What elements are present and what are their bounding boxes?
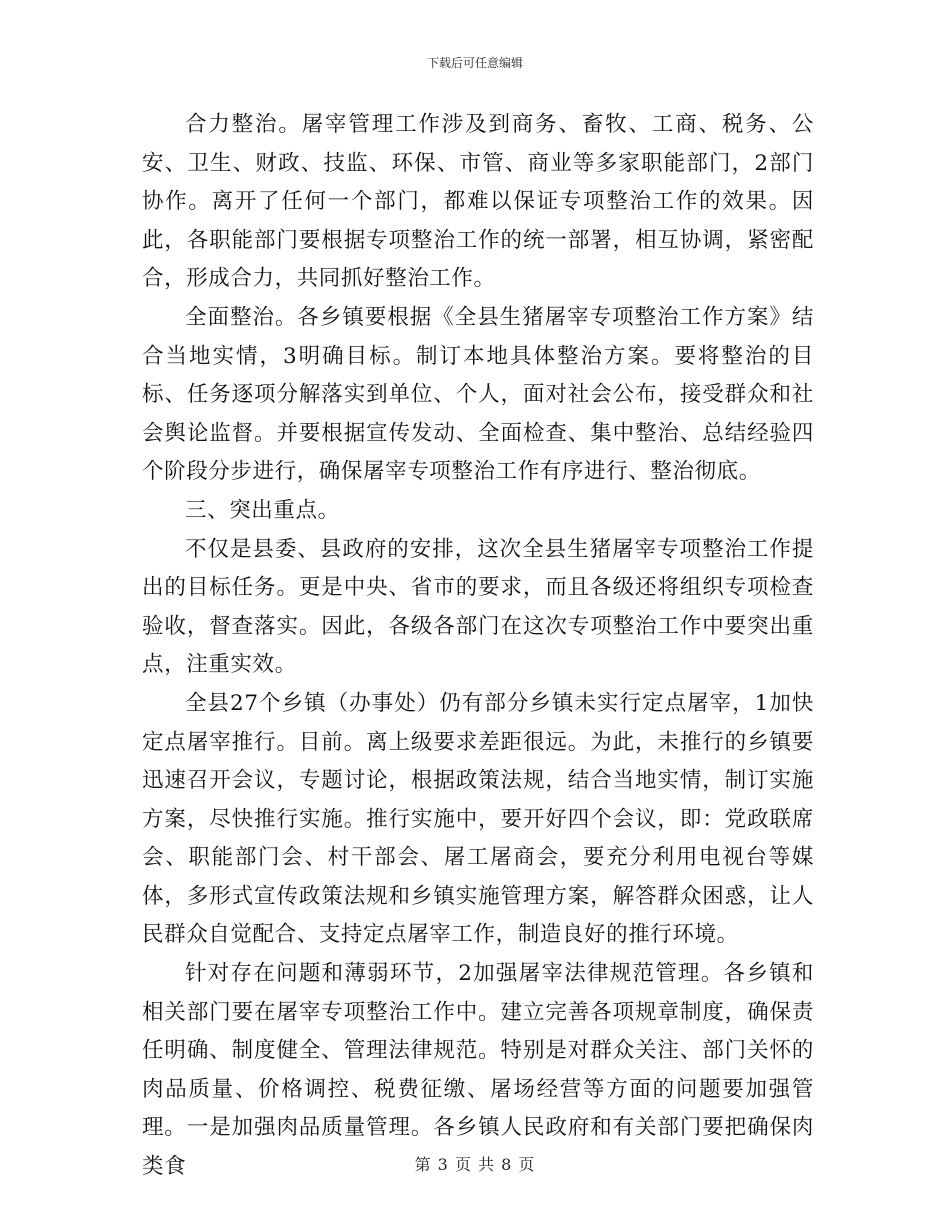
paragraph-targets-and-tasks: 不仅是县委、县政府的安排，这次全县生猪屠宰专项整治工作提出的目标任务。更是中央、省市的要求，而且各级还将组织专项检查验收，督查落实。因此，各级各部门在这次专项整治工作中要突出重点，注重实效。 xyxy=(142,536,814,678)
paragraph-accelerate-designated-slaughter: 全县27个乡镇（办事处）仍有部分乡镇未实行定点屠宰，1加快定点屠宰推行。目前。离上级要求差距很远。为此，未推行的乡镇要迅速召开会议，专题讨论，根据政策法规，结合当地实情，制订实施方案，尽快推行实施。推行实施中，要开好四个会议，即：党政联席会、职能部门会、村干部会、屠工屠商会，要充分利用电视台等媒体，多形式宣传政策法规和乡镇实施管理方案，解答群众困惑，让人民群众自觉配合、支持定点屠宰工作，制造良好的推行环境。 xyxy=(142,690,814,948)
document-body xyxy=(142,106,814,1187)
header-note: 下载后可任意编辑 xyxy=(426,56,523,70)
paragraph-joint-rectification: 合力整治。屠宰管理工作涉及到商务、畜牧、工商、税务、公安、卫生、财政、技监、环保、市管、商业等多家职能部门，2部门协作。离开了任何一个部门，都难以保证专项整治工作的效果。因此，各职能部门要根据专项整治工作的统一部署，相互协调，紧密配合，形成合力，共同抓好整治工作。 xyxy=(142,112,814,292)
page-number-footer: 第 3 页 共 8 页 xyxy=(414,1155,536,1174)
paragraph-comprehensive-rectification: 全面整治。各乡镇要根据《全县生猪屠宰专项整治工作方案》结合当地实情，3明确目标。制订本地具体整治方案。要将整治的目标、任务逐项分解落实到单位、个人，面对社会公布，接受群众和社会舆论监督。并要根据宣传发动、全面检查、集中整治、总结经验四个阶段分步进行，确保屠宰专项整治工作有序进行、整治彻底。 xyxy=(142,304,814,485)
section-heading-highlight-priorities: 三、突出重点。 xyxy=(185,497,340,523)
paragraph-legal-regulation-management: 针对存在问题和薄弱环节，2加强屠宰法律规范管理。各乡镇和相关部门要在屠宰专项整治工作中。建立完善各项规章制度，确保责任明确、制度健全、管理法律规范。特别是对群众关注、部门关怀的肉品质量、价格调控、税费征缴、屠场经营等方面的问题要加强管理。一是加强肉品质量管理。各乡镇人民政府和有关部门要把确保肉类食 xyxy=(142,961,814,1180)
